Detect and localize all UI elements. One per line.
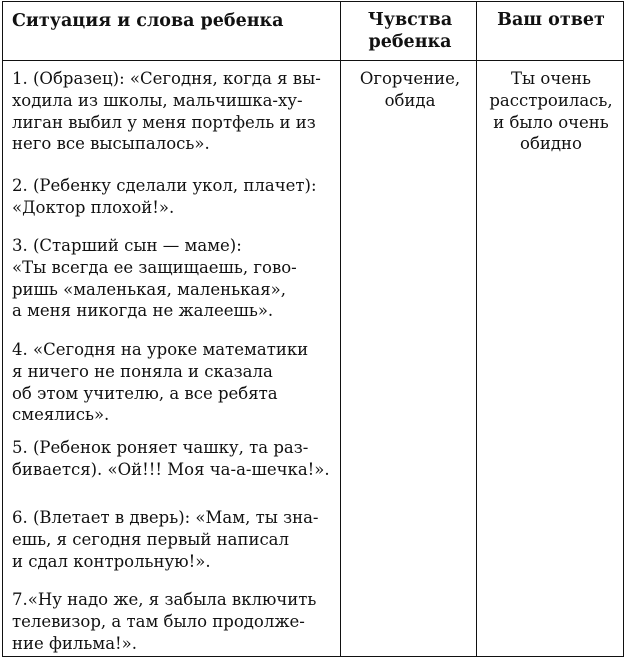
situation-line: смеялись». <box>12 405 110 425</box>
situation-line: телевизор, а там было продолже- <box>12 611 305 631</box>
situation-6 <box>12 507 342 572</box>
situation-line: 7.«Ну надо же, я забыла включить <box>12 590 317 609</box>
situation-line: «Ты всегда ее защищаешь, гово- <box>12 257 297 277</box>
situation-line: об этом учителю, а все ребята <box>12 383 278 403</box>
situation-1 <box>12 68 342 155</box>
situation-line: лиган выбил у меня портфель и из <box>12 112 316 132</box>
example-answer <box>478 68 624 155</box>
situation-line: ришь «маленькая, маленькая», <box>12 279 286 299</box>
situation-line: 2. (Ребенку сделали укол, плачет): <box>12 176 317 195</box>
situation-line: 4. «Сегодня на уроке математики <box>12 340 309 359</box>
feeling-line: обида <box>384 90 436 110</box>
answer-line: Ты очень <box>511 69 591 88</box>
situation-line: бивается). «Ой!!! Моя ча-а-шечка!». <box>12 459 330 479</box>
situation-line: ходила из школы, мальчишка-ху- <box>12 90 303 110</box>
feeling-line: Огорчение, <box>359 69 461 88</box>
answer-line: расстроилась, <box>489 90 613 110</box>
situation-line: ние фильма!». <box>12 633 138 653</box>
header-divider <box>3 60 623 61</box>
header-answer: Ваш ответ <box>497 10 605 30</box>
situation-3 <box>12 235 342 322</box>
situation-line: я ничего не поняла и сказала <box>12 361 273 381</box>
situation-line: 3. (Старший сын — маме): <box>12 236 242 255</box>
situation-4 <box>12 339 342 426</box>
header-situation: Ситуация и слова ребенка <box>12 11 284 31</box>
situation-7 <box>12 589 342 654</box>
situation-line: ешь, я сегодня первый написал <box>12 529 290 549</box>
header-feelings <box>342 9 478 53</box>
header-feelings-line-1: Чувства <box>367 10 453 30</box>
situation-line: 5. (Ребенок роняет чашку, та раз- <box>12 438 309 457</box>
situation-line: и сдал контрольную!». <box>12 551 211 571</box>
answer-line: обидно <box>520 134 582 154</box>
situation-2 <box>12 175 342 219</box>
answer-line: и было очень <box>493 112 609 132</box>
situation-line: «Доктор плохой!». <box>12 197 175 217</box>
situation-line: 1. (Образец): «Сегодня, когда я вы- <box>12 69 321 88</box>
situation-line: него все высыпалось». <box>12 134 210 154</box>
situation-line: а меня никогда не жалеешь». <box>12 301 274 321</box>
exercise-table <box>2 1 624 657</box>
situation-line: 6. (Влетает в дверь): «Мам, ты зна- <box>12 508 319 527</box>
example-feeling <box>342 68 478 112</box>
header-feelings-line-2: ребенка <box>368 32 452 52</box>
situation-5 <box>12 437 342 481</box>
